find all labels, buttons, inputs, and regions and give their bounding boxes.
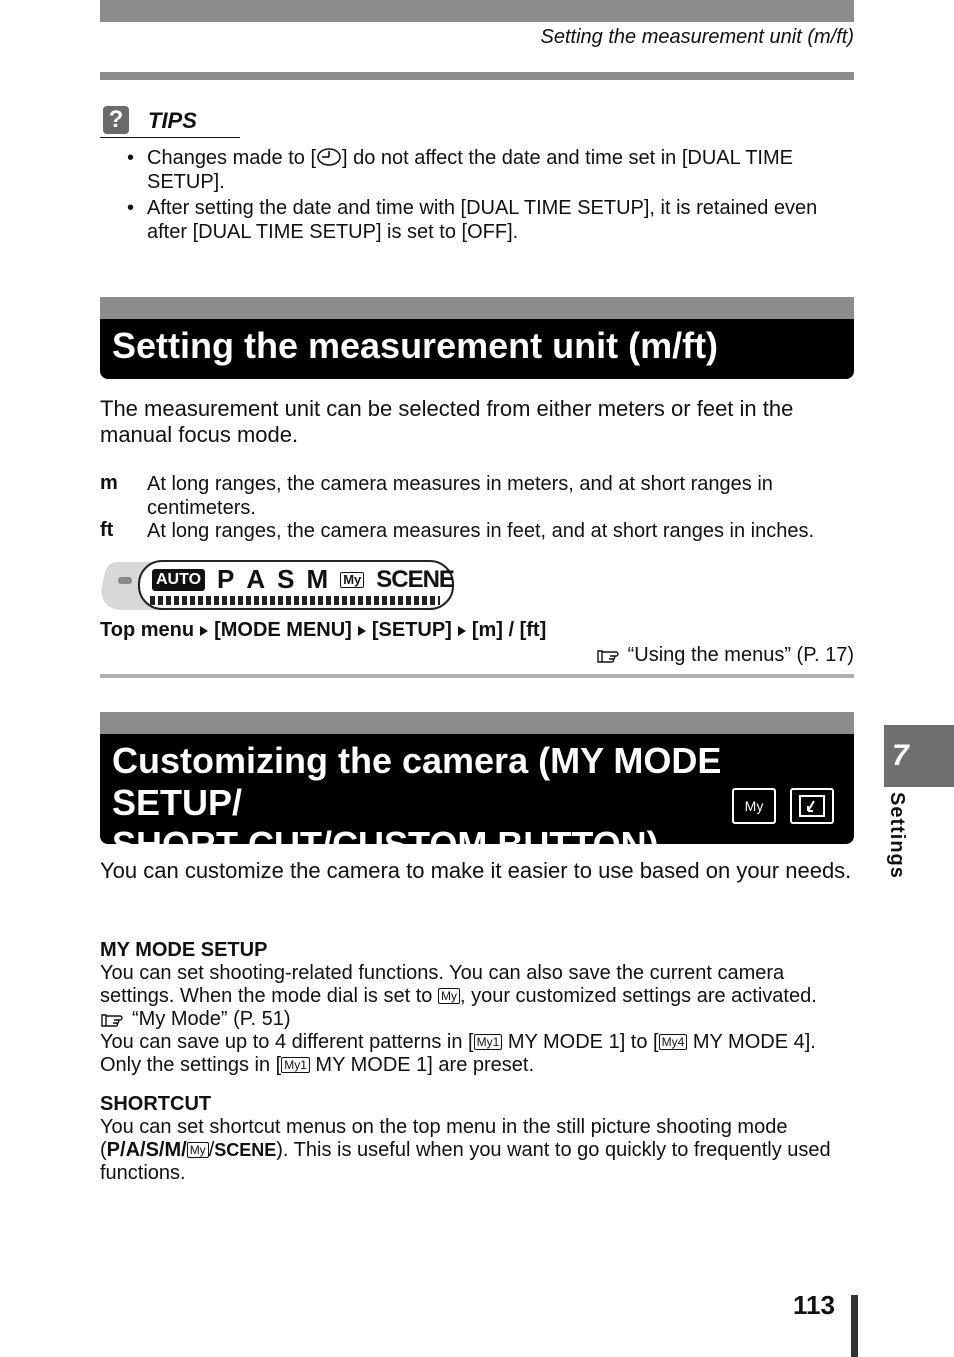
my-mode-1-icon: My1 <box>474 1034 503 1050</box>
menu-path-step: Top menu <box>100 619 195 641</box>
tips-item <box>127 196 854 244</box>
mode-letters: P/A/S/M/ <box>106 1139 187 1161</box>
my-mode-heading: MY MODE SETUP <box>100 939 268 961</box>
my-mode-icon: My <box>438 988 460 1004</box>
s-mode-label: S <box>277 564 295 594</box>
my-mode-1-icon: My1 <box>281 1057 310 1073</box>
my-mode-icon: My <box>732 788 776 824</box>
arrow-right-icon <box>358 626 366 636</box>
body-text: You can save up to 4 different patterns in [ <box>100 1031 474 1053</box>
tips-underline <box>100 137 240 138</box>
section-title-line: SHORT CUT/CUSTOM BUTTON) <box>112 824 659 865</box>
chapter-label: Settings <box>886 792 908 879</box>
page-number: 113 <box>793 1290 835 1320</box>
running-head: Setting the measurement unit (m/ft) <box>540 26 854 48</box>
intro-paragraph: You can customize the camera to make it easier to use based on your needs. <box>100 858 852 883</box>
tips-text: ] do not affect the date and time set in [DUAL TIME SETUP]. <box>147 147 793 193</box>
page-edge-bar <box>851 1295 858 1357</box>
body-text: You can set shooting-related functions. You can also save the current camera settings. When the mode dial is set to <box>100 962 785 1007</box>
dial-ticks <box>150 596 440 605</box>
p-mode-label: P <box>217 564 235 594</box>
my-mode-body <box>100 962 854 1077</box>
shortcut-body <box>100 1116 854 1185</box>
world-time-icon <box>316 147 342 167</box>
pointing-hand-icon <box>596 648 624 664</box>
tips-item <box>127 146 854 194</box>
pointing-hand-icon <box>100 1012 128 1028</box>
reference-text: “Using the menus” (P. 17) <box>627 644 854 666</box>
body-text: MY MODE 1] are preset. <box>309 1054 535 1076</box>
tips-label: TIPS <box>148 108 197 133</box>
menu-path <box>100 619 546 642</box>
intro-paragraph: The measurement unit can be selected from either meters or feet in the manual focus mode. <box>100 396 794 447</box>
shortcut-heading: SHORTCUT <box>100 1093 212 1115</box>
section-header-customizing <box>100 712 854 865</box>
chapter-tab: 7 <box>884 725 954 787</box>
section-title: Setting the measurement unit (m/ft) <box>112 325 719 366</box>
tips-text: After setting the date and time with [DUAL TIME SETUP], it is retained even after [DUAL TIME SETUP] is set to [OFF]. <box>147 197 818 243</box>
bullet-icon: • <box>127 147 135 169</box>
section-header-measurement <box>100 297 854 379</box>
menu-path-step: [m] / [ft] <box>471 619 547 641</box>
question-icon: ? <box>103 106 129 134</box>
my-mode-4-icon: My4 <box>659 1034 688 1050</box>
body-text: MY MODE 1] to [ <box>502 1031 659 1053</box>
reference-text: “My Mode” (P. 51) <box>132 1008 291 1030</box>
definition-text: At long ranges, the camera measures in feet, and at short ranges in inches. <box>147 520 815 542</box>
scene-mode-label: SCENE <box>376 565 454 593</box>
arrow-right-icon <box>200 626 208 636</box>
m-mode-label: M <box>306 564 329 594</box>
custom-button-icon <box>790 788 834 824</box>
section-title-line: Customizing the camera (MY MODE SETUP/ <box>112 740 722 823</box>
my-mode-icon: My <box>340 572 364 588</box>
dial-indicator-icon <box>118 577 132 584</box>
body-text: / <box>208 1139 215 1161</box>
definition-term: m <box>100 472 118 494</box>
mode-dial-labels <box>152 564 454 595</box>
tips-list <box>127 146 854 246</box>
menu-path-step: [SETUP] <box>371 619 452 641</box>
section-icons <box>732 788 834 824</box>
page-reference <box>596 644 854 667</box>
tips-text: Changes made to [ <box>147 147 316 169</box>
body-text: ). This is useful when you want to go quickly to frequently used functions. <box>100 1139 831 1184</box>
top-bar <box>100 0 854 22</box>
menu-path-step: [MODE MENU] <box>214 619 352 641</box>
scene-mode-label: SCENE <box>214 1140 277 1160</box>
section-divider <box>100 674 854 678</box>
definition-term: ft <box>100 519 114 541</box>
arrow-right-icon <box>458 626 466 636</box>
bullet-icon: • <box>127 197 135 219</box>
a-mode-label: A <box>246 564 266 594</box>
header-rule <box>100 72 854 80</box>
definition-text: At long ranges, the camera measures in meters, and at short ranges in centimeters. <box>147 473 773 519</box>
my-mode-icon: My <box>187 1142 209 1158</box>
body-text: You can set shortcut menus on the top menu in the still picture shooting mode ( <box>100 1116 788 1161</box>
body-text: , your customized settings are activated. <box>459 985 817 1007</box>
auto-mode-icon: AUTO <box>152 569 205 591</box>
body-text: MY MODE 4]. Only the settings in [ <box>100 1031 816 1076</box>
